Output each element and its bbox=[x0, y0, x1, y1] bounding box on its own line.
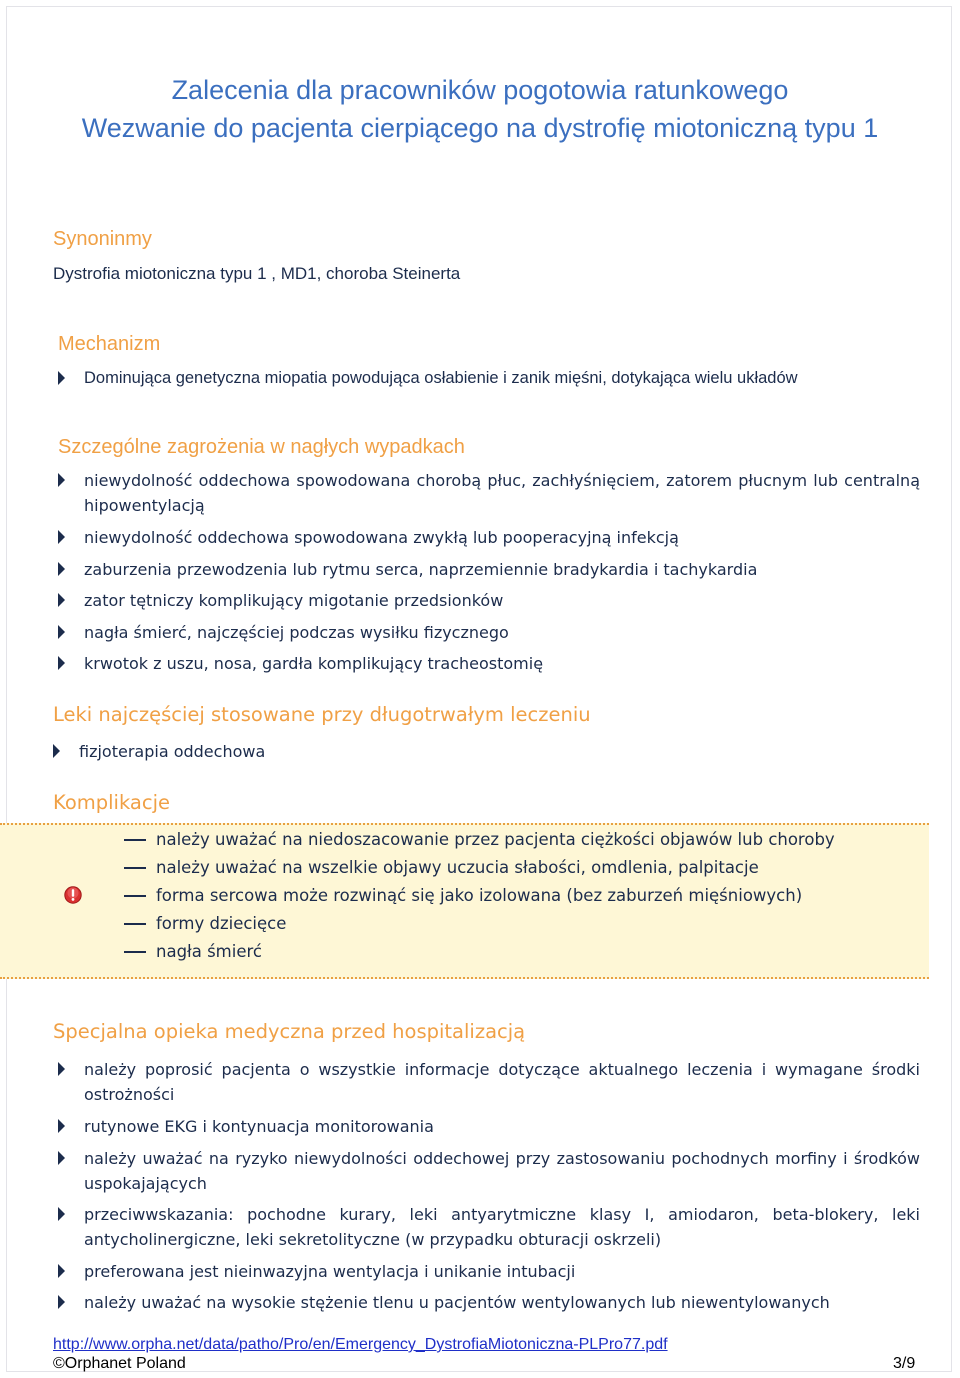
dash-bullet bbox=[124, 895, 146, 897]
source-link[interactable]: http://www.orpha.net/data/patho/Pro/en/Emergency_DystrofiaMiotoniczna-PLPro77.pdf bbox=[53, 1336, 668, 1353]
prehospital-item: należy uważać na ryzyko niewydolności oddechowej przy zastosowaniu pochodnych morfiny i środków uspokajających bbox=[58, 1146, 920, 1196]
complication-item: nagła śmierć bbox=[124, 938, 262, 966]
risk-item: krwotok z uszu, nosa, gardła komplikujący tracheostomię bbox=[58, 651, 920, 676]
dash-bullet bbox=[124, 923, 146, 925]
bullet-triangle-icon bbox=[58, 562, 65, 576]
bullet-triangle-icon bbox=[58, 1151, 65, 1165]
bullet-triangle-icon bbox=[58, 1062, 65, 1076]
complication-item: należy uważać na wszelkie objawy uczucia słabości, omdlenia, palpitacje bbox=[124, 854, 759, 882]
bullet-triangle-icon bbox=[58, 473, 65, 487]
bullet-triangle-icon bbox=[58, 593, 65, 607]
complication-item: formy dziecięce bbox=[124, 910, 286, 938]
risk-item: niewydolność oddechowa spowodowana zwykłą lub pooperacyjną infekcją bbox=[58, 525, 920, 550]
synonyms-text: Dystrofia miotoniczna typu 1 , MD1, choroba Steinerta bbox=[53, 264, 461, 283]
bullet-triangle-icon bbox=[58, 530, 65, 544]
prehospital-item: należy poprosić pacjenta o wszystkie informacje dotyczące aktualnego leczenia i wymagane środki ostrożności bbox=[58, 1057, 920, 1107]
complication-item: należy uważać na niedoszacowanie przez pacjenta ciężkości objawów lub choroby bbox=[124, 826, 835, 854]
bullet-triangle-icon bbox=[58, 1295, 65, 1309]
risk-item: nagła śmierć, najczęściej podczas wysiłku fizycznego bbox=[58, 620, 920, 645]
dash-bullet bbox=[124, 951, 146, 953]
drugs-heading: Leki najczęściej stosowane przy długotrwałym leczeniu bbox=[53, 703, 591, 726]
bullet-triangle-icon bbox=[58, 371, 65, 385]
page-number: 3/9 bbox=[893, 1355, 916, 1372]
prehospital-heading: Specjalna opieka medyczna przed hospitalizacją bbox=[53, 1020, 526, 1043]
copyright: ©Orphanet Poland bbox=[53, 1355, 186, 1372]
synonyms-heading: Synoninmy bbox=[53, 228, 152, 250]
risk-item: zaburzenia przewodzenia lub rytmu serca, naprzemiennie bradykardia i tachykardia bbox=[58, 557, 920, 582]
prehospital-item: należy uważać na wysokie stężenie tlenu u pacjentów wentylowanych lub niewentylowanych bbox=[58, 1290, 920, 1315]
mechanism-item: Dominująca genetyczna miopatia powodująca osłabienie i zanik mięśni, dotykająca wielu układów bbox=[58, 366, 920, 391]
prehospital-item: przeciwwskazania: pochodne kurary, leki antyarytmiczne klasy I, amiodaron, beta-blokery, leki antycholinergiczne, leki sekretolityczne (w przypadku obturacji oskrzeli) bbox=[58, 1202, 920, 1252]
prehospital-item: preferowana jest nieinwazyjna wentylacja i unikanie intubacji bbox=[58, 1259, 920, 1284]
bullet-triangle-icon bbox=[58, 656, 65, 670]
risk-item: zator tętniczy komplikujący migotanie przedsionków bbox=[58, 588, 920, 613]
bullet-triangle-icon bbox=[53, 744, 60, 758]
bullet-triangle-icon bbox=[58, 1264, 65, 1278]
dash-bullet bbox=[124, 839, 146, 841]
complications-heading: Komplikacje bbox=[53, 791, 170, 814]
mechanism-heading: Mechanizm bbox=[58, 333, 161, 355]
bullet-triangle-icon bbox=[58, 625, 65, 639]
prehospital-item: rutynowe EKG i kontynuacja monitorowania bbox=[58, 1114, 920, 1139]
bullet-triangle-icon bbox=[58, 1207, 65, 1221]
exclamation-warning-icon bbox=[64, 886, 82, 904]
page-title-line1: Zalecenia dla pracowników pogotowia ratunkowego bbox=[171, 75, 789, 105]
drug-item: fizjoterapia oddechowa bbox=[53, 739, 915, 764]
page-title-line2: Wezwanie do pacjenta cierpiącego na dystrofię miotoniczną typu 1 bbox=[81, 113, 879, 143]
complication-item: forma sercowa może rozwinąć się jako izolowana (bez zaburzeń mięśniowych) bbox=[124, 882, 802, 910]
dash-bullet bbox=[124, 867, 146, 869]
bullet-triangle-icon bbox=[58, 1119, 65, 1133]
risks-heading: Szczególne zagrożenia w nagłych wypadkach bbox=[58, 436, 465, 458]
risk-item: niewydolność oddechowa spowodowana chorobą płuc, zachłyśnięciem, zatorem płucnym lub centralną hipowentylacją bbox=[58, 468, 920, 518]
